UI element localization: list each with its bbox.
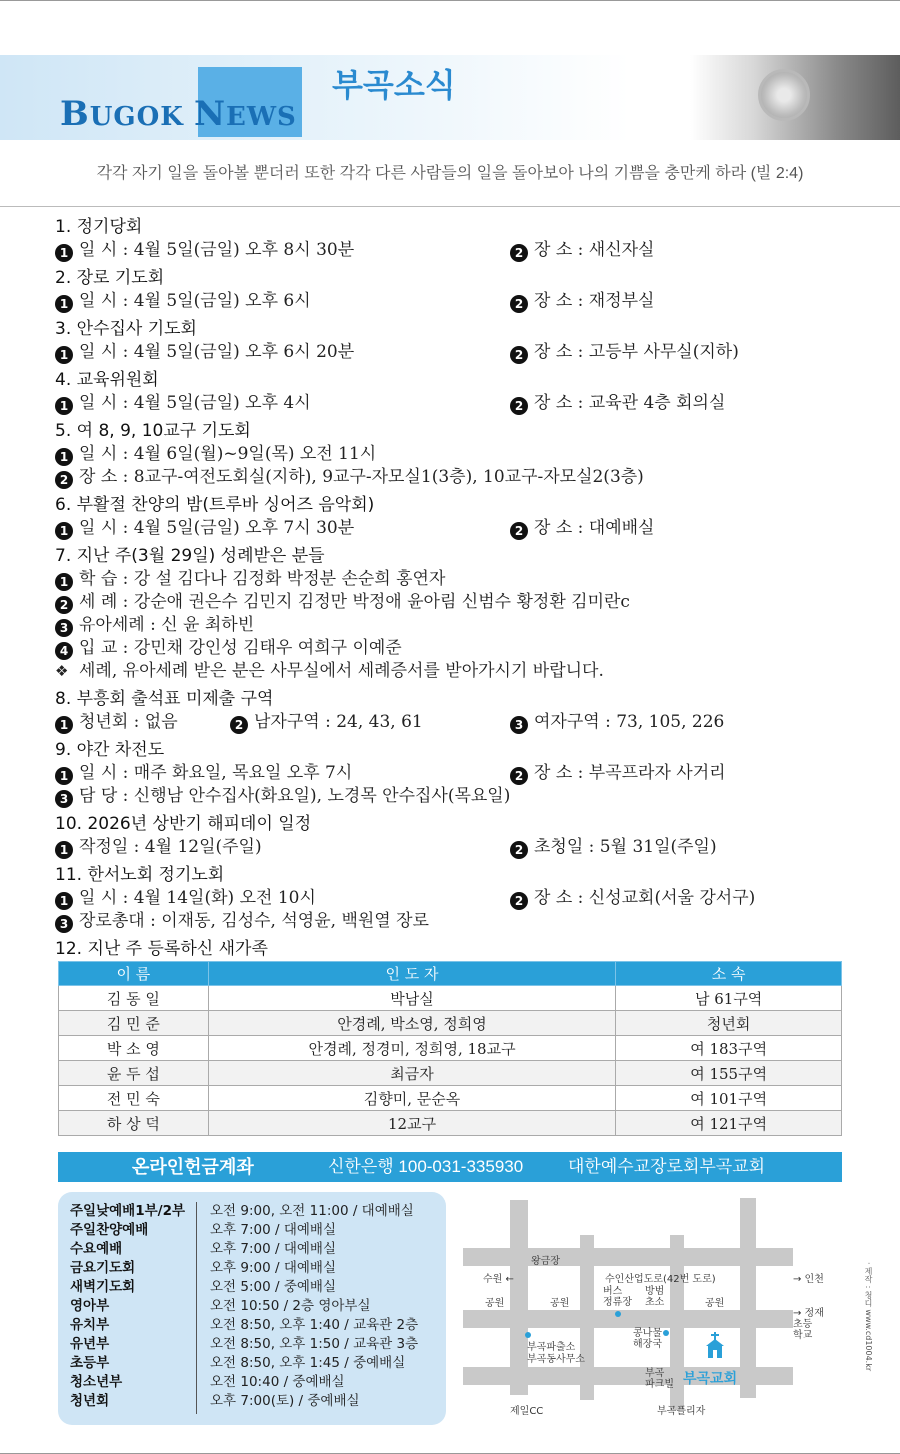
announcement-text: 청년회 : 없음	[79, 712, 178, 732]
table-cell: 여 183구역	[616, 1036, 842, 1061]
bullet-icon: 1	[55, 767, 73, 785]
bullet-icon: 1	[55, 448, 73, 466]
account-bank: 신한은행 100-031-335930	[328, 1157, 524, 1176]
announcement-text: 일 시 : 4월 5일(금일) 오후 7시 30분	[79, 518, 355, 538]
bullet-icon: 2	[510, 397, 528, 415]
map-road	[510, 1200, 528, 1395]
announcement-text: 일 시 : 4월 5일(금일) 오후 6시	[79, 291, 311, 311]
map-label: → 인천	[793, 1274, 824, 1285]
table-cell: 전 민 숙	[59, 1086, 209, 1111]
map-label: 공원	[550, 1298, 570, 1309]
map-label: 공원	[705, 1298, 725, 1309]
church-icon	[705, 1332, 725, 1356]
map-label: 방범 초소	[645, 1286, 665, 1308]
announcement-line	[55, 392, 855, 415]
announcement-text: 일 시 : 4월 5일(금일) 오후 8시 30분	[79, 240, 355, 260]
map-label: 수원 ←	[483, 1274, 514, 1285]
table-row	[59, 1086, 842, 1111]
announcement-title: 9. 야간 차전도	[55, 740, 165, 760]
bullet-icon: 2	[55, 471, 73, 489]
announcement-text: 장로총대 : 이재동, 김성수, 석영윤, 백원열 장로	[79, 911, 429, 931]
schedule-time: 오전 9:00, 오전 11:00 / 대예배실	[210, 1203, 414, 1219]
announcement-line	[55, 711, 855, 734]
schedule-name: 청년회	[70, 1393, 110, 1409]
church-label: 부곡교회	[683, 1371, 738, 1387]
schedule-name: 유치부	[70, 1317, 110, 1333]
announcement-text: 장 소 : 8교구-여전도회실(지하), 9교구-자모실1(3층), 10교구-자모실2(3층)	[79, 467, 644, 487]
announcement-text: 장 소 : 부곡프라자 사거리	[534, 763, 726, 783]
bus-stop-marker	[615, 1311, 621, 1317]
bullet-icon: 2	[55, 596, 73, 614]
table-cell: 안경례, 박소영, 정희영	[208, 1011, 615, 1036]
announcement-line	[55, 290, 855, 313]
announcement-item	[55, 688, 855, 734]
bullet-icon: 2	[510, 244, 528, 262]
table-row	[59, 986, 842, 1011]
map-label: → 정재 초등 학교	[793, 1308, 824, 1341]
announcement-title: 3. 안수집사 기도회	[55, 319, 197, 339]
bullet-icon: 1	[55, 892, 73, 910]
table-cell: 남 61구역	[616, 986, 842, 1011]
bullet-icon: 1	[55, 397, 73, 415]
bullet-icon: 1	[55, 841, 73, 859]
bullet-icon: 1	[55, 346, 73, 364]
map-road	[740, 1198, 756, 1398]
schedule-name: 유년부	[70, 1336, 110, 1352]
divider	[0, 206, 900, 207]
schedule-time: 오전 10:50 / 2층 영아부실	[210, 1298, 371, 1314]
table-cell: 여 155구역	[616, 1061, 842, 1086]
schedule-name: 영아부	[70, 1298, 110, 1314]
table-cell: 최금자	[208, 1061, 615, 1086]
announcement-line	[55, 443, 855, 466]
table-cell: 윤 두 섭	[59, 1061, 209, 1086]
bullet-icon: 1	[55, 716, 73, 734]
schedule-name: 수요예배	[70, 1241, 123, 1257]
bullet-icon: 1	[55, 295, 73, 313]
announcement-line	[55, 239, 855, 262]
table-cell: 하 상 덕	[59, 1111, 209, 1136]
announcement-item	[55, 494, 855, 540]
announcement-item	[55, 267, 855, 313]
announcement-line	[55, 466, 855, 489]
bullet-icon: 2	[510, 767, 528, 785]
bullet-icon: 2	[510, 295, 528, 313]
schedule-time: 오후 7:00 / 대예배실	[210, 1241, 336, 1257]
map-label: 부곡플리자	[657, 1406, 706, 1417]
bullet-icon: 1	[55, 573, 73, 591]
announcement-list	[55, 216, 855, 966]
table-row	[59, 1011, 842, 1036]
announcement-text: 입 교 : 강민채 강인성 김태우 여희구 이예준	[79, 638, 402, 658]
table-row	[59, 1111, 842, 1136]
map-label: 콩나물 해장국	[633, 1328, 662, 1350]
announcement-title: 2. 장로 기도회	[55, 268, 165, 288]
table-row	[59, 1036, 842, 1061]
schedule-time: 오후 9:00 / 대예배실	[210, 1260, 336, 1276]
restaurant-marker	[663, 1330, 669, 1336]
schedule-time: 오후 7:00 / 대예배실	[210, 1222, 336, 1238]
table-cell: 박남실	[208, 986, 615, 1011]
announcement-title: 7. 지난 주(3월 29일) 성례받은 분들	[55, 546, 325, 566]
announcement-item	[55, 318, 855, 364]
announcement-line	[55, 517, 855, 540]
announcement-item	[55, 420, 855, 489]
announcement-text: 일 시 : 4월 14일(화) 오전 10시	[79, 888, 316, 908]
bullet-icon: 4	[55, 642, 73, 660]
announcement-text: 일 시 : 4월 5일(금일) 오후 4시	[79, 393, 311, 413]
schedule-name: 새벽기도회	[70, 1279, 136, 1295]
announcement-line	[55, 785, 855, 808]
schedule-name: 금요기도회	[70, 1260, 136, 1276]
announcement-text: 초청일 : 5월 31일(주일)	[534, 837, 717, 857]
map-label: 수인산업도로(42번 도로)	[605, 1274, 716, 1285]
announcement-text: 담 당 : 신행남 안수집사(화요일), 노경목 안수집사(목요일)	[79, 786, 511, 806]
announcement-text: 장 소 : 교육관 4층 회의실	[534, 393, 726, 413]
bullet-icon: 2	[230, 716, 248, 734]
account-holder: 대한예수교장로회부곡교회	[568, 1157, 766, 1176]
schedule-time: 오전 8:50, 오후 1:50 / 교육관 3층	[210, 1336, 419, 1352]
column-header: 인 도 자	[208, 962, 615, 986]
map-road	[580, 1235, 594, 1400]
schedule-time: 오전 8:50, 오후 1:40 / 교육관 2층	[210, 1317, 419, 1333]
table-cell: 안경례, 정경미, 정희영, 18교구	[208, 1036, 615, 1061]
announcement-item	[55, 938, 855, 961]
bullet-icon: 3	[55, 619, 73, 637]
announcement-text: 장 소 : 신성교회(서울 강서구)	[534, 888, 756, 908]
announcement-title: 12. 지난 주 등록하신 새가족	[55, 939, 268, 959]
map-label: 부곡파출소	[527, 1342, 576, 1353]
announcement-line	[55, 591, 855, 614]
announcement-line	[55, 660, 855, 683]
announcement-text: 장 소 : 재정부실	[534, 291, 655, 311]
column-header: 소 속	[616, 962, 842, 986]
announcement-title: 1. 정기당회	[55, 217, 143, 237]
table-cell: 여 121구역	[616, 1111, 842, 1136]
announcement-item	[55, 369, 855, 415]
brand-logo: BUGOK NEWS	[60, 94, 297, 134]
schedule-name: 주일찬양예배	[70, 1222, 149, 1238]
online-offering-account	[58, 1152, 842, 1182]
announcement-item	[55, 813, 855, 859]
map-label: 공원	[485, 1298, 505, 1309]
bullet-icon: 3	[55, 915, 73, 933]
table-cell: 여 101구역	[616, 1086, 842, 1111]
announcement-title: 8. 부흥회 출석표 미제출 구역	[55, 689, 274, 709]
schedule-time: 오후 7:00(토) / 중예배실	[210, 1393, 360, 1409]
bullet-icon: 1	[55, 522, 73, 540]
page-title: 부곡소식	[332, 66, 456, 104]
schedule-name: 청소년부	[70, 1374, 123, 1390]
announcement-title: 4. 교육위원회	[55, 370, 159, 390]
announcement-line	[55, 341, 855, 364]
announcement-text: 유아세례 : 신 윤 최하빈	[79, 615, 255, 635]
announcement-item	[55, 739, 855, 808]
bullet-icon: 2	[510, 522, 528, 540]
announcement-text: 장 소 : 대예배실	[534, 518, 655, 538]
announcement-line	[55, 910, 855, 933]
schedule-time: 오전 5:00 / 중예배실	[210, 1279, 336, 1295]
announcement-item	[55, 216, 855, 262]
tree-stump-image	[690, 55, 900, 140]
announcement-text: 학 습 : 강 설 김다나 김정화 박정분 손순희 홍연자	[79, 569, 446, 589]
table-row	[59, 1061, 842, 1086]
announcement-text: 장 소 : 새신자실	[534, 240, 655, 260]
announcement-title: 5. 여 8, 9, 10교구 기도회	[55, 421, 251, 441]
announcement-line	[55, 762, 855, 785]
bullet-icon: 2	[510, 841, 528, 859]
announcement-text: 일 시 : 4월 6일(월)~9일(목) 오전 11시	[79, 444, 377, 464]
location-map	[455, 1190, 850, 1425]
worship-schedule-panel	[58, 1192, 446, 1425]
schedule-time: 오전 8:50, 오후 1:45 / 중예배실	[210, 1355, 406, 1371]
table-cell: 김향미, 문순옥	[208, 1086, 615, 1111]
bullet-icon: ❖	[55, 662, 69, 680]
schedule-name: 초등부	[70, 1355, 110, 1371]
table-cell: 청년회	[616, 1011, 842, 1036]
credit-text: · 제작 : 청디 www.cd1004.kr	[864, 1262, 873, 1372]
bible-verse: 각각 자기 일을 돌아볼 뿐더러 또한 각각 다른 사람들의 일을 돌아보아 나의 기쁨을 충만케 하라 (빌 2:4)	[96, 165, 804, 182]
bullet-icon: 3	[55, 790, 73, 808]
announcement-title: 6. 부활절 찬양의 밤(트루바 싱어즈 음악회)	[55, 495, 375, 515]
announcement-title: 10. 2026년 상반기 해피데이 일정	[55, 814, 312, 834]
schedule-name: 주일낮예배1부/2부	[70, 1203, 186, 1219]
announcement-text: 일 시 : 매주 화요일, 목요일 오후 7시	[79, 763, 353, 783]
announcement-text: 여자구역 : 73, 105, 226	[534, 712, 725, 732]
newcomer-table	[58, 961, 842, 1136]
announcement-title: 11. 한서노회 정기노회	[55, 865, 225, 885]
announcement-line	[55, 568, 855, 591]
announcement-text: 작정일 : 4월 12일(주일)	[79, 837, 262, 857]
announcement-text: 세례, 유아세례 받은 분은 사무실에서 세례증서를 받아가시기 바랍니다.	[79, 661, 604, 681]
announcement-line	[55, 637, 855, 660]
map-label: 부곡 파크빌	[645, 1368, 674, 1390]
table-cell: 박 소 영	[59, 1036, 209, 1061]
map-label: 부곡동사무소	[527, 1354, 585, 1365]
bullet-icon: 3	[510, 716, 528, 734]
column-header: 이 름	[59, 962, 209, 986]
account-label: 온라인헌금계좌	[132, 1157, 254, 1177]
announcement-line	[55, 614, 855, 637]
map-label: 제일CC	[510, 1406, 544, 1417]
announcement-line	[55, 836, 855, 859]
table-cell: 김 민 준	[59, 1011, 209, 1036]
announcement-item	[55, 545, 855, 683]
announcement-item	[55, 864, 855, 933]
announcement-text: 장 소 : 고등부 사무실(지하)	[534, 342, 739, 362]
table-cell: 12교구	[208, 1111, 615, 1136]
announcement-text: 남자구역 : 24, 43, 61	[254, 712, 423, 732]
bullet-icon: 2	[510, 346, 528, 364]
map-label: 왕금장	[531, 1256, 560, 1267]
bullet-icon: 2	[510, 892, 528, 910]
bullet-icon: 1	[55, 244, 73, 262]
schedule-time: 오전 10:40 / 중예배실	[210, 1374, 345, 1390]
table-cell: 김 동 일	[59, 986, 209, 1011]
announcement-text: 일 시 : 4월 5일(금일) 오후 6시 20분	[79, 342, 355, 362]
map-label: 버스 정류장	[603, 1286, 632, 1308]
announcement-text: 세 례 : 강순애 권은수 김민지 김정만 박정애 윤아림 신범수 황정환 김미란c	[79, 592, 630, 612]
announcement-line	[55, 887, 855, 910]
